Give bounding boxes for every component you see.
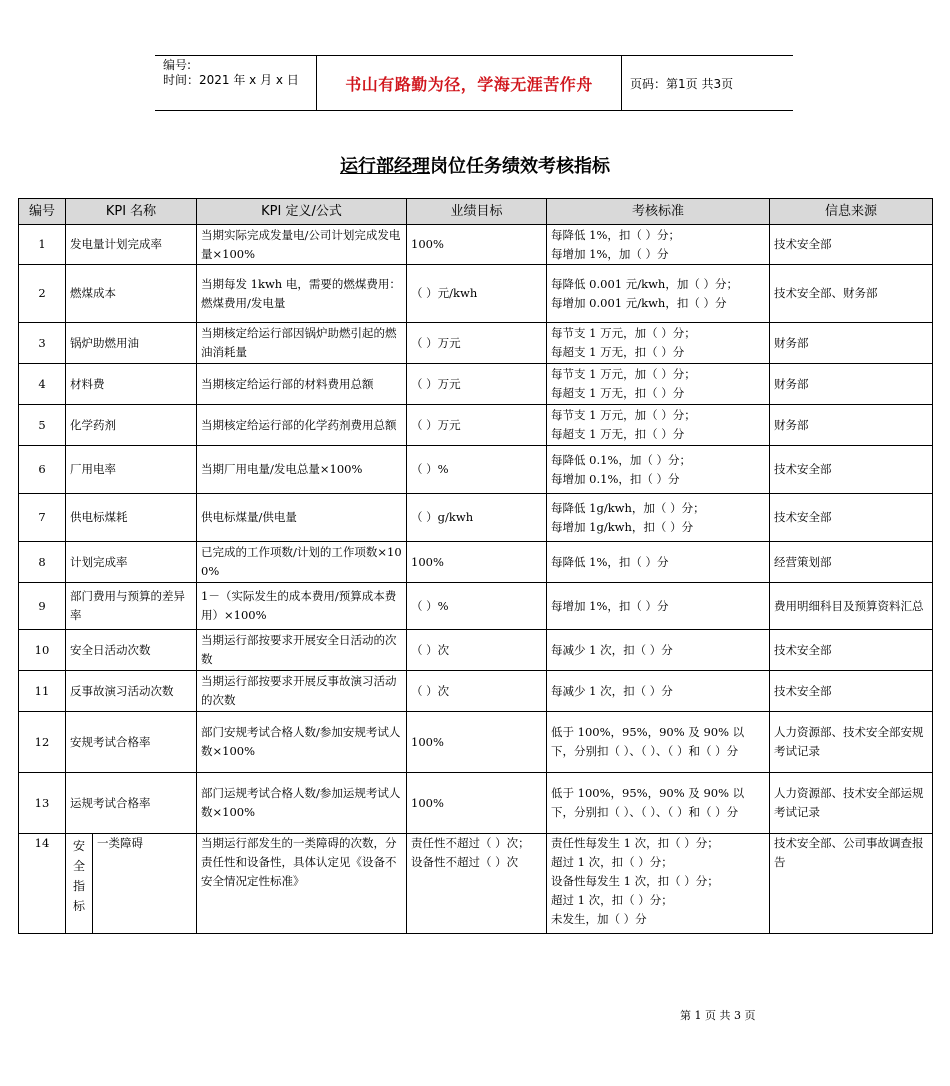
row-source: 技术安全部 bbox=[770, 494, 933, 542]
header-page-info: 页码：第1页 共3页 bbox=[630, 76, 734, 91]
row-target: 100% bbox=[407, 773, 547, 834]
header-cell-no: 编号 bbox=[19, 199, 66, 225]
page-title bbox=[0, 152, 950, 178]
row-kpi-name: 化学药剂 bbox=[66, 405, 197, 446]
table-row bbox=[19, 583, 933, 630]
row-kpi-definition: 当期核定给运行部因锅炉助燃引起的燃油消耗量 bbox=[197, 323, 407, 364]
row-kpi-name: 燃煤成本 bbox=[66, 265, 197, 323]
row-number: 11 bbox=[19, 671, 66, 712]
title-position: 运行部经理 bbox=[340, 156, 430, 177]
row-standard: 每减少 1 次，扣（ ）分 bbox=[547, 630, 770, 671]
row-target: （ ）% bbox=[407, 446, 547, 494]
row-number: 8 bbox=[19, 542, 66, 583]
table-row bbox=[19, 225, 933, 265]
row-source: 经营策划部 bbox=[770, 542, 933, 583]
row-kpi-definition: 供电标煤量/供电量 bbox=[197, 494, 407, 542]
row-kpi-name: 安全日活动次数 bbox=[66, 630, 197, 671]
row-kpi-definition: 当期运行部按要求开展反事故演习活动的次数 bbox=[197, 671, 407, 712]
row-standard: 每节支 1 万元，加（ ）分； 每超支 1 万无，扣（ ）分 bbox=[547, 405, 770, 446]
table-body bbox=[19, 225, 933, 934]
row-standard: 每节支 1 万元，加（ ）分； 每超支 1 万无，扣（ ）分 bbox=[547, 323, 770, 364]
row-kpi-definition: 当期厂用电量/发电总量×100% bbox=[197, 446, 407, 494]
row-source: 费用明细科目及预算资料汇总 bbox=[770, 583, 933, 630]
table-header-row bbox=[19, 199, 933, 225]
row-number: 14 bbox=[19, 834, 66, 934]
row-kpi-definition: 当期核定给运行部的化学药剂费用总额 bbox=[197, 405, 407, 446]
row-target: （ ）万元 bbox=[407, 405, 547, 446]
row-source: 技术安全部、公司事故调查报告 bbox=[770, 834, 933, 934]
table-row bbox=[19, 364, 933, 405]
row-kpi-name: 运规考试合格率 bbox=[66, 773, 197, 834]
row-number: 10 bbox=[19, 630, 66, 671]
kpi-table bbox=[18, 198, 933, 934]
table-row bbox=[19, 671, 933, 712]
row-target: （ ）元/kwh bbox=[407, 265, 547, 323]
row-kpi-definition: 当期每发 1kwh 电，需要的燃煤费用：燃煤费用/发电量 bbox=[197, 265, 407, 323]
row-source: 技术安全部 bbox=[770, 225, 933, 265]
row-kpi-definition: 当期实际完成发量电/公司计划完成发电量×100% bbox=[197, 225, 407, 265]
row-kpi-definition: 当期核定给运行部的材料费用总额 bbox=[197, 364, 407, 405]
row-standard: 每降低 1%，扣（ ）分； 每增加 1%，加（ ）分 bbox=[547, 225, 770, 265]
row-kpi-name: 发电量计划完成率 bbox=[66, 225, 197, 265]
document-date: 时间：2021 年 x 月 x 日 bbox=[163, 73, 299, 87]
row-kpi-definition: 部门安规考试合格人数/参加安规考试人数×100% bbox=[197, 712, 407, 773]
row-kpi-name: 厂用电率 bbox=[66, 446, 197, 494]
row-kpi-definition: 当期运行部发生的一类障碍的次数，分责任性和设备性，具体认定见《设备不安全情况定性标准》 bbox=[197, 834, 407, 934]
header-meta bbox=[155, 56, 317, 110]
row-target: 100% bbox=[407, 225, 547, 265]
row-target: （ ）% bbox=[407, 583, 547, 630]
row-source: 财务部 bbox=[770, 405, 933, 446]
row-number: 6 bbox=[19, 446, 66, 494]
row-kpi-name: 部门费用与预算的差异率 bbox=[66, 583, 197, 630]
table-row bbox=[19, 405, 933, 446]
title-rest: 岗位任务绩效考核指标 bbox=[430, 156, 610, 177]
row-standard: 低于 100%，95%，90% 及 90% 以下，分别扣（ ）、（ ）、（ ）和（ ）分 bbox=[547, 773, 770, 834]
header-motto: 书山有路勤为径，学海无涯苦作舟 bbox=[317, 56, 622, 110]
row-kpi-name: 锅炉助燃用油 bbox=[66, 323, 197, 364]
row-number: 2 bbox=[19, 265, 66, 323]
group-label: 安全指标 bbox=[72, 839, 85, 913]
row-source: 人力资源部、技术安全部安规考试记录 bbox=[770, 712, 933, 773]
row-source: 财务部 bbox=[770, 364, 933, 405]
row-number: 3 bbox=[19, 323, 66, 364]
row-kpi-definition: 当期运行部按要求开展安全日活动的次数 bbox=[197, 630, 407, 671]
table-row bbox=[19, 773, 933, 834]
row-target: 100% bbox=[407, 712, 547, 773]
row-kpi-name: 反事故演习活动次数 bbox=[66, 671, 197, 712]
header-cell-kpi-definition: KPI 定义/公式 bbox=[197, 199, 407, 225]
table-row bbox=[19, 265, 933, 323]
header-cell-source: 信息来源 bbox=[770, 199, 933, 225]
row-source: 技术安全部 bbox=[770, 446, 933, 494]
row-source: 技术安全部 bbox=[770, 671, 933, 712]
row-kpi-name: 一类障碍 bbox=[93, 834, 197, 934]
row-standard: 责任性每发生 1 次，扣（ ）分； 超过 1 次，扣（ ）分； 设备性每发生 1 次，扣（ ）分； 超过 1 次，扣（ ）分； 未发生，加（ ）分 bbox=[547, 834, 770, 934]
table-row bbox=[19, 630, 933, 671]
header-cell-target: 业绩目标 bbox=[407, 199, 547, 225]
row-source: 技术安全部 bbox=[770, 630, 933, 671]
row-target: 责任性不超过（ ）次； 设备性不超过（ ）次 bbox=[407, 834, 547, 934]
row-standard: 每降低 1g/kwh，加（ ）分； 每增加 1g/kwh，扣（ ）分 bbox=[547, 494, 770, 542]
row-target: （ ）次 bbox=[407, 630, 547, 671]
row-kpi-name: 材料费 bbox=[66, 364, 197, 405]
page-footer: 第 1 页 共 3 页 bbox=[680, 1009, 756, 1022]
row-group bbox=[66, 834, 93, 934]
row-source: 技术安全部、财务部 bbox=[770, 265, 933, 323]
row-standard: 每减少 1 次，扣（ ）分 bbox=[547, 671, 770, 712]
table-row bbox=[19, 542, 933, 583]
row-number: 7 bbox=[19, 494, 66, 542]
row-source: 财务部 bbox=[770, 323, 933, 364]
row-target: 100% bbox=[407, 542, 547, 583]
table-row bbox=[19, 834, 933, 934]
row-number: 13 bbox=[19, 773, 66, 834]
table-row bbox=[19, 446, 933, 494]
row-kpi-name: 安规考试合格率 bbox=[66, 712, 197, 773]
page-header bbox=[155, 55, 793, 111]
table-row bbox=[19, 494, 933, 542]
row-standard: 低于 100%，95%，90% 及 90% 以下，分别扣（ ）、（ ）、（ ）和（ ）分 bbox=[547, 712, 770, 773]
row-kpi-name: 供电标煤耗 bbox=[66, 494, 197, 542]
row-kpi-definition: 1－（实际发生的成本费用/预算成本费用）×100% bbox=[197, 583, 407, 630]
row-number: 12 bbox=[19, 712, 66, 773]
row-number: 1 bbox=[19, 225, 66, 265]
document-number-label: 编号: bbox=[163, 58, 192, 72]
row-target: （ ）万元 bbox=[407, 323, 547, 364]
row-target: （ ）万元 bbox=[407, 364, 547, 405]
row-standard: 每降低 0.1%，加（ ）分； 每增加 0.1%，扣（ ）分 bbox=[547, 446, 770, 494]
header-cell-standard: 考核标准 bbox=[547, 199, 770, 225]
row-source: 人力资源部、技术安全部运规考试记录 bbox=[770, 773, 933, 834]
row-number: 5 bbox=[19, 405, 66, 446]
row-number: 9 bbox=[19, 583, 66, 630]
row-number: 4 bbox=[19, 364, 66, 405]
row-standard: 每增加 1%，扣（ ）分 bbox=[547, 583, 770, 630]
row-standard: 每降低 0.001 元/kwh，加（ ）分； 每增加 0.001 元/kwh，扣（ ）分 bbox=[547, 265, 770, 323]
row-target: （ ）g/kwh bbox=[407, 494, 547, 542]
row-kpi-definition: 已完成的工作项数/计划的工作项数×100% bbox=[197, 542, 407, 583]
row-target: （ ）次 bbox=[407, 671, 547, 712]
row-kpi-name: 计划完成率 bbox=[66, 542, 197, 583]
row-kpi-definition: 部门运规考试合格人数/参加运规考试人数×100% bbox=[197, 773, 407, 834]
row-standard: 每降低 1%，扣（ ）分 bbox=[547, 542, 770, 583]
table-row bbox=[19, 323, 933, 364]
table-row bbox=[19, 712, 933, 773]
row-standard: 每节支 1 万元，加（ ）分； 每超支 1 万无，扣（ ）分 bbox=[547, 364, 770, 405]
header-cell-kpi-name: KPI 名称 bbox=[66, 199, 197, 225]
